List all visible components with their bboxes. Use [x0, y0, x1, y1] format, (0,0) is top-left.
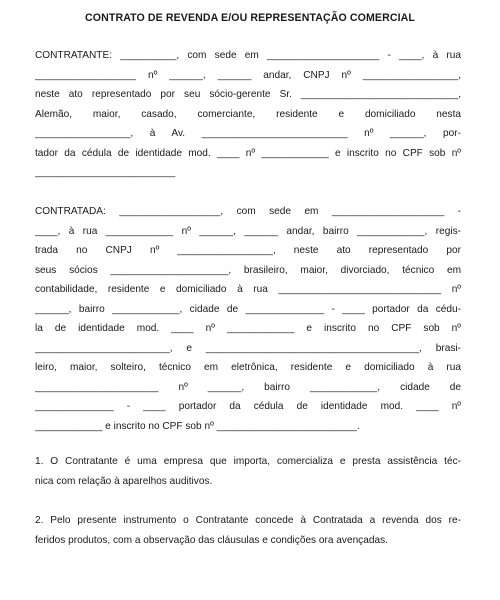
- contratante-line: _________________________: [35, 167, 176, 179]
- document-title: CONTRATO DE REVENDA E/OU REPRESENTAÇÃO COMERCIAL: [85, 12, 415, 24]
- contratada-line: seus sócios _____________________, brasileiro, maior, divorciado, técnico em: [35, 264, 461, 276]
- contratada-paragraph: [35, 202, 461, 437]
- contratada-line: CONTRATADA: __________________, com sede em ____________________ -: [35, 206, 461, 217]
- contratante-line: _________________, à Av. __________________________ nº ______, por-: [35, 128, 461, 140]
- clause-1-line: 1. O Contratante é uma empresa que importa, comercializa e presta assistência téc-: [35, 456, 461, 467]
- contratada-line: la de identidade mod. ____ nº ____________ e inscrito no CPF sob nº: [35, 323, 461, 335]
- contratante-line: CONTRATANTE: __________, com sede em ____________________ - ____, à rua: [35, 50, 461, 61]
- contratada-line: ______________ - ____ portador da cédula de identidade mod. ____ nº: [35, 401, 461, 413]
- contratante-line: Alemão, maior, casado, comerciante, residente e domiciliado nesta: [35, 108, 461, 120]
- contratada-line: ____, à rua ____________ nº ______, ______ andar, bairro ____________, regis-: [35, 225, 461, 237]
- contratada-line: ____________ e inscrito no CPF sob nº _________________________.: [35, 421, 360, 433]
- clause-1-line: nica com relação à aparelhos auditivos.: [35, 475, 213, 487]
- contratada-line: leiro, maior, solteiro, técnico em eletrônica, residente e domiciliado à rua: [35, 362, 461, 374]
- contratante-line: tador da cédula de identidade mod. ____ nº ____________ e inscrito no CPF sob nº: [35, 147, 461, 159]
- contratante-line: __________________ nº ______, ______ andar, CNPJ nº _________________,: [35, 69, 461, 81]
- contratada-line: ______, bairro ____________, cidade de ______________ - ____ portador da cédu-: [35, 303, 461, 315]
- clause-2-line: feridos produtos, com a observação das cláusulas e condições ora avençadas.: [35, 534, 388, 546]
- contratada-line: ______________________ nº ______, bairro ____________, cidade de: [35, 381, 461, 393]
- clause-2-line: 2. Pelo presente instrumento o Contratante concede à Contratada a revenda dos re-: [35, 515, 461, 526]
- contratante-line: neste ato representado por seu sócio-gerente Sr. ____________________________,: [35, 89, 461, 101]
- contratada-line: contabilidade, residente e domiciliado à rua _____________________________ nº: [35, 284, 461, 296]
- contratada-line: trada no CNPJ nº _________________, neste ato representado por: [35, 245, 461, 257]
- clause-2-paragraph: [35, 511, 461, 550]
- contratada-line: ________________________, e ______________________________________, brasi-: [35, 342, 461, 354]
- contratante-paragraph: [35, 46, 461, 183]
- clause-1-paragraph: [35, 452, 461, 491]
